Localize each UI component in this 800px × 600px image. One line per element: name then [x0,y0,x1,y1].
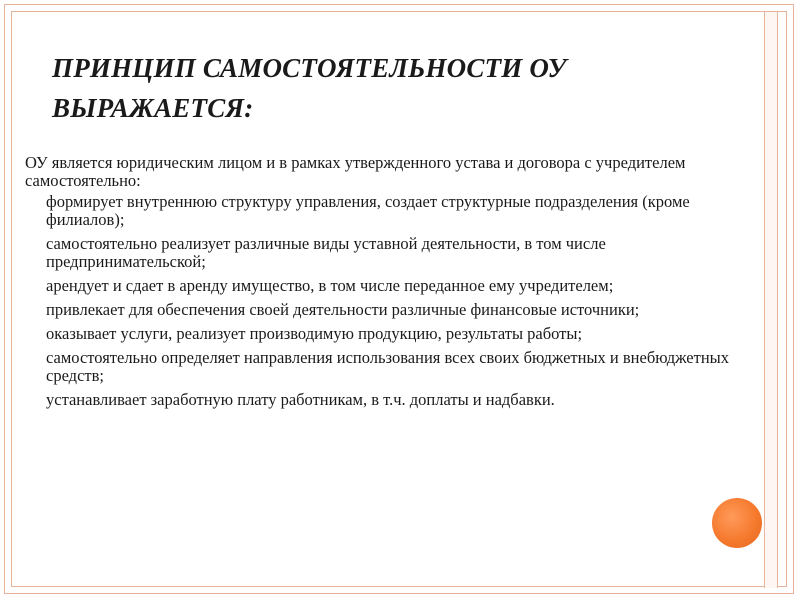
list-item-text: оказывает услуги, реализует производимую продукцию, результаты работы; [46,324,583,343]
bullet-list [22,193,752,409]
slide-body [22,154,752,415]
list-item-text: самостоятельно реализует различные виды уставной деятельности, в том числе предпринимательской; [46,234,606,271]
list-item-text: привлекает для обеспечения своей деятельности различные финансовые источники; [46,300,640,319]
list-item-text: арендует и сдает в аренду имущество, в том числе переданное ему учредителем; [46,276,614,295]
list-item [22,301,752,319]
list-item [22,325,752,343]
decorative-side-stripe [764,12,778,588]
decorative-circle [712,498,762,548]
list-item [22,235,752,271]
slide-title-line-1: ПРИНЦИП САМОСТОЯТЕЛЬНОСТИ ОУ [52,53,567,83]
list-item [22,391,752,409]
list-item [22,277,752,295]
list-item-text: самостоятельно определяет направления использования всех своих бюджетных и внебюджетных средств; [46,348,729,385]
slide-title-line-2: ВЫРАЖАЕТСЯ: [52,93,254,123]
intro-paragraph: ОУ является юридическим лицом и в рамках утвержденного устава и договора с учредителем самостоятельно: [25,153,686,190]
list-item [22,193,752,229]
list-item-text: устанавливает заработную плату работникам, в т.ч. доплаты и надбавки. [46,390,555,409]
list-item [22,349,752,385]
list-item-text: формирует внутреннюю структуру управления, создает структурные подразделения (кроме филиалов); [46,192,690,229]
slide-title [52,48,732,128]
